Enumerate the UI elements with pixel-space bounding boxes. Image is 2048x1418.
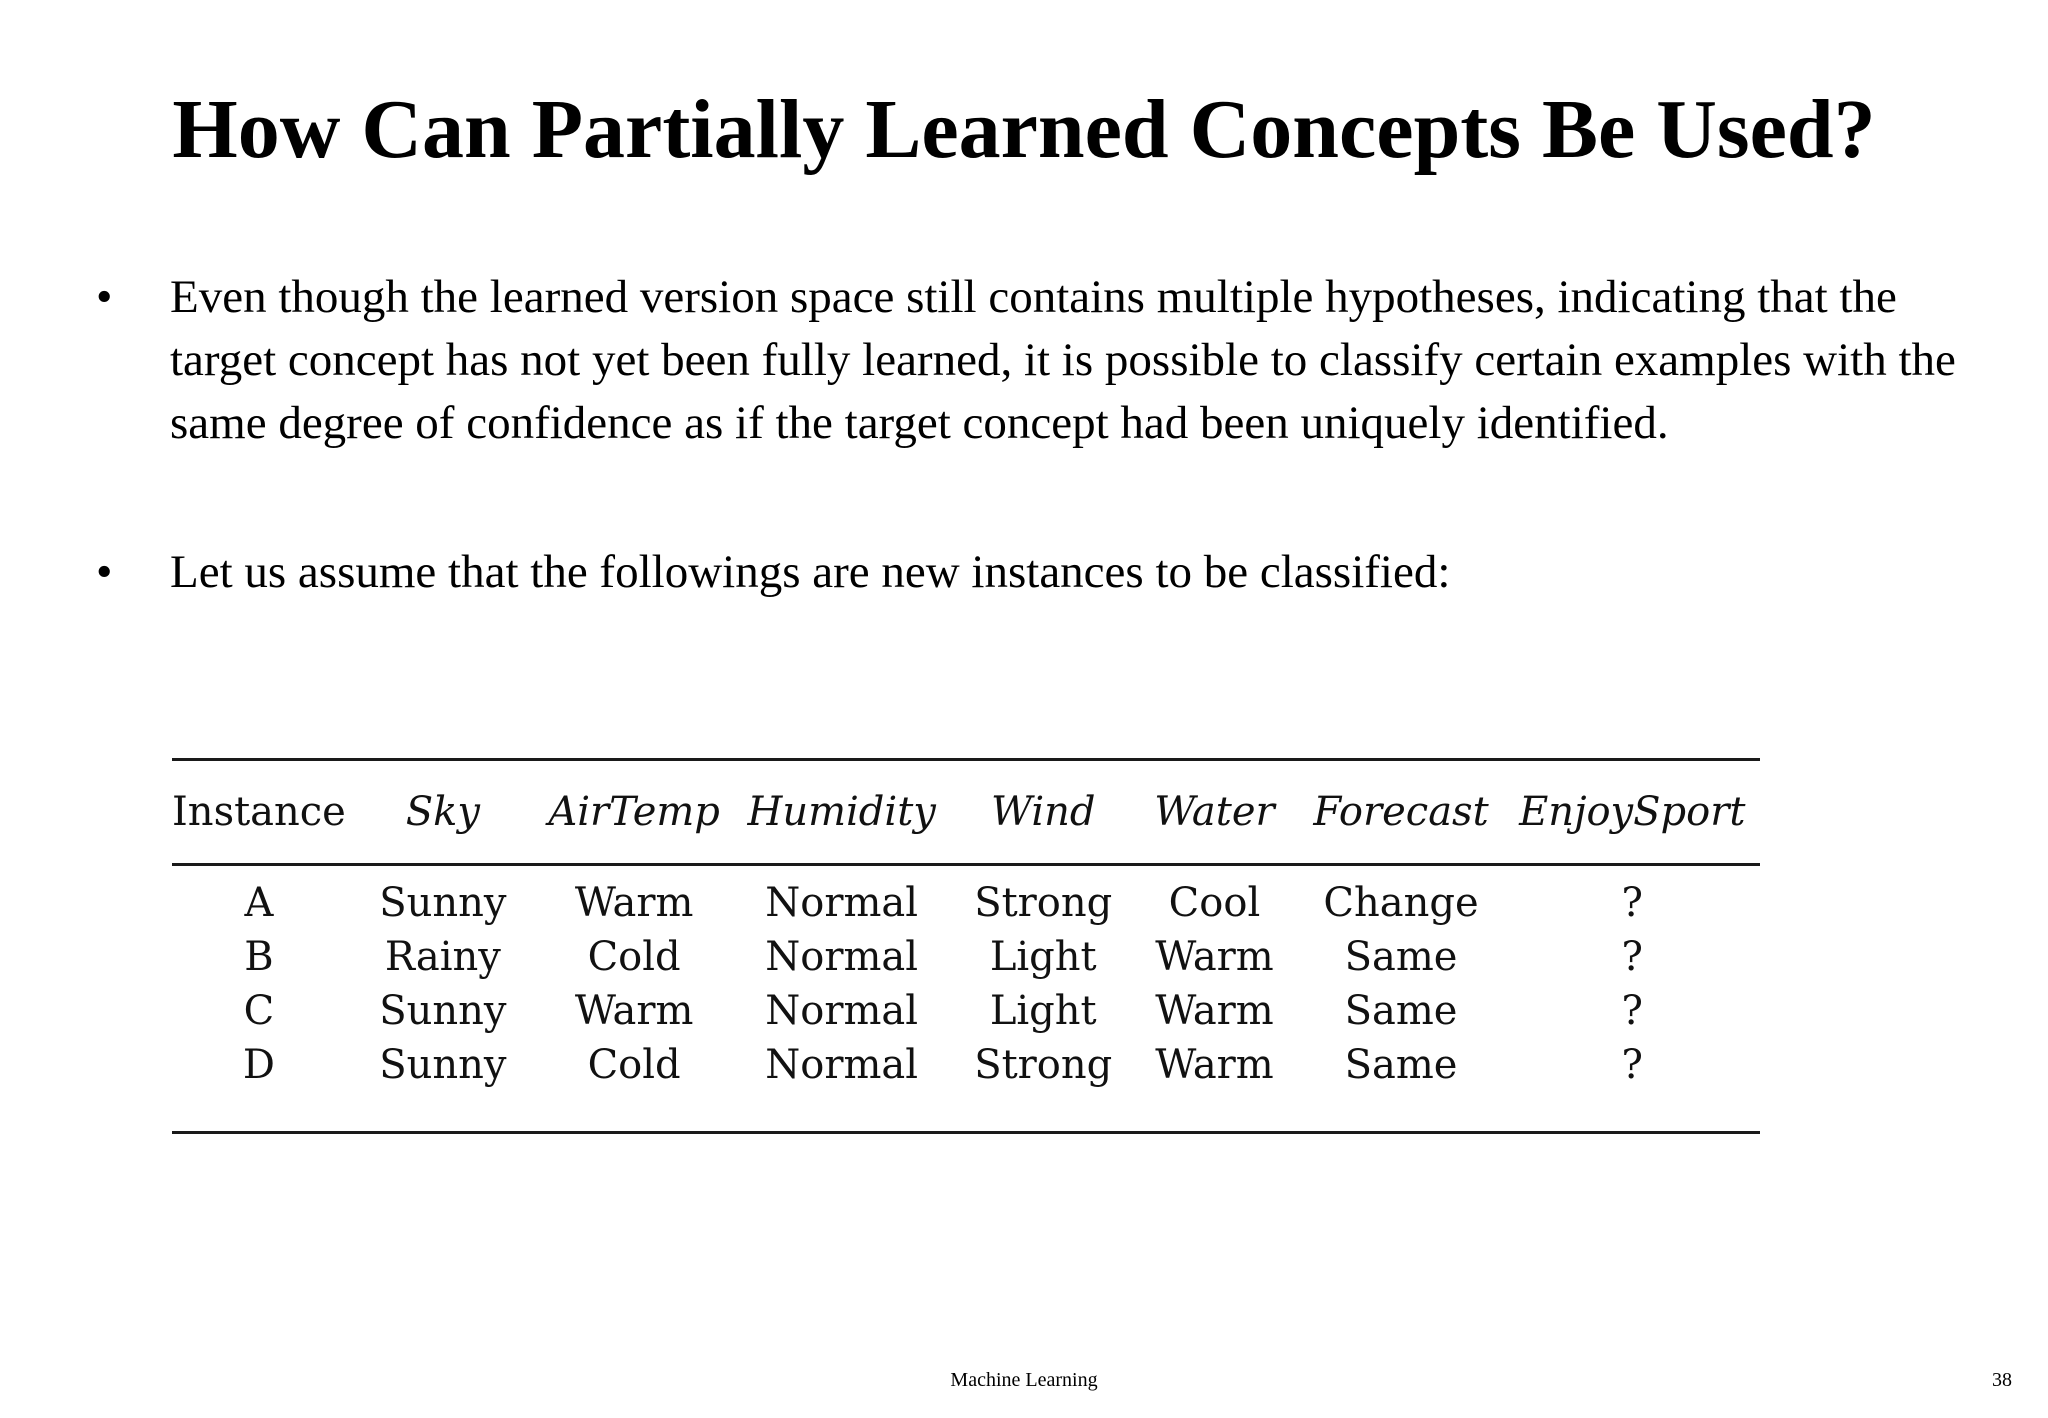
table-cell: Same bbox=[1344, 1042, 1458, 1088]
table-cell: Same bbox=[1344, 934, 1458, 980]
bullet-text: Even though the learned version space still contains multiple hypotheses, indicating that the target concept has not yet been fully learned, it is possible to classify certain examples with the same degree of confidence as if the target concept had been uniquely identified. bbox=[170, 271, 1956, 449]
table-cell: ? bbox=[1621, 1042, 1643, 1088]
bullet-list bbox=[96, 266, 1976, 604]
column-header: Water bbox=[1154, 789, 1275, 835]
table-cell: Sunny bbox=[379, 988, 507, 1034]
table-cell: Sunny bbox=[379, 880, 507, 926]
table-cell: Same bbox=[1344, 988, 1458, 1034]
table-cell: Light bbox=[989, 934, 1097, 980]
instances-table bbox=[172, 758, 1760, 1138]
table-cell: Cool bbox=[1168, 880, 1261, 926]
table-cell: Rainy bbox=[384, 934, 501, 980]
column-header: EnjoySport bbox=[1519, 789, 1746, 835]
table-cell: Light bbox=[989, 988, 1097, 1034]
column-header: Wind bbox=[990, 789, 1096, 835]
table-header-row bbox=[172, 758, 1760, 866]
bullet-marker: • bbox=[96, 271, 113, 323]
table-cell: ? bbox=[1621, 988, 1643, 1034]
table-cell: Warm bbox=[1155, 934, 1274, 980]
data-table bbox=[172, 758, 1760, 1092]
column-header: Forecast bbox=[1313, 789, 1489, 835]
table-cell: Normal bbox=[765, 934, 919, 980]
table-bottom-rule bbox=[172, 1131, 1760, 1134]
page-number: 38 bbox=[1992, 1369, 2012, 1391]
table-cell: B bbox=[244, 934, 274, 980]
column-header: AirTemp bbox=[548, 789, 720, 835]
table-row bbox=[172, 984, 1760, 1038]
table-cell: C bbox=[243, 988, 275, 1034]
bullet-text: Let us assume that the followings are new instances to be classified: bbox=[170, 546, 1451, 598]
footer-course: Machine Learning bbox=[950, 1369, 1098, 1391]
bullet-item bbox=[96, 541, 1976, 604]
table-cell: Cold bbox=[587, 934, 681, 980]
bullet-marker: • bbox=[96, 546, 113, 598]
table-cell: Warm bbox=[1155, 988, 1274, 1034]
table-cell: Strong bbox=[974, 1042, 1113, 1088]
table-cell: Strong bbox=[974, 880, 1113, 926]
table-cell: Change bbox=[1323, 880, 1479, 926]
table-cell: Cold bbox=[587, 1042, 681, 1088]
table-row bbox=[172, 866, 1760, 930]
column-header: Instance bbox=[172, 789, 346, 835]
table-cell: ? bbox=[1621, 934, 1643, 980]
table-cell: ? bbox=[1621, 880, 1643, 926]
table-cell: D bbox=[242, 1042, 275, 1088]
table-cell: Normal bbox=[765, 1042, 919, 1088]
table-cell: A bbox=[244, 880, 274, 926]
bullet-item bbox=[96, 266, 1976, 455]
column-header: Humidity bbox=[747, 789, 936, 835]
table-cell: Warm bbox=[574, 988, 694, 1034]
table-cell: Sunny bbox=[379, 1042, 507, 1088]
table-cell: Normal bbox=[765, 880, 919, 926]
slide-title: How Can Partially Learned Concepts Be Used? bbox=[172, 83, 1876, 176]
table-row bbox=[172, 930, 1760, 984]
column-header: Sky bbox=[405, 789, 480, 835]
table-row bbox=[172, 1038, 1760, 1092]
table-cell: Normal bbox=[765, 988, 919, 1034]
table-cell: Warm bbox=[574, 880, 694, 926]
table-cell: Warm bbox=[1155, 1042, 1274, 1088]
